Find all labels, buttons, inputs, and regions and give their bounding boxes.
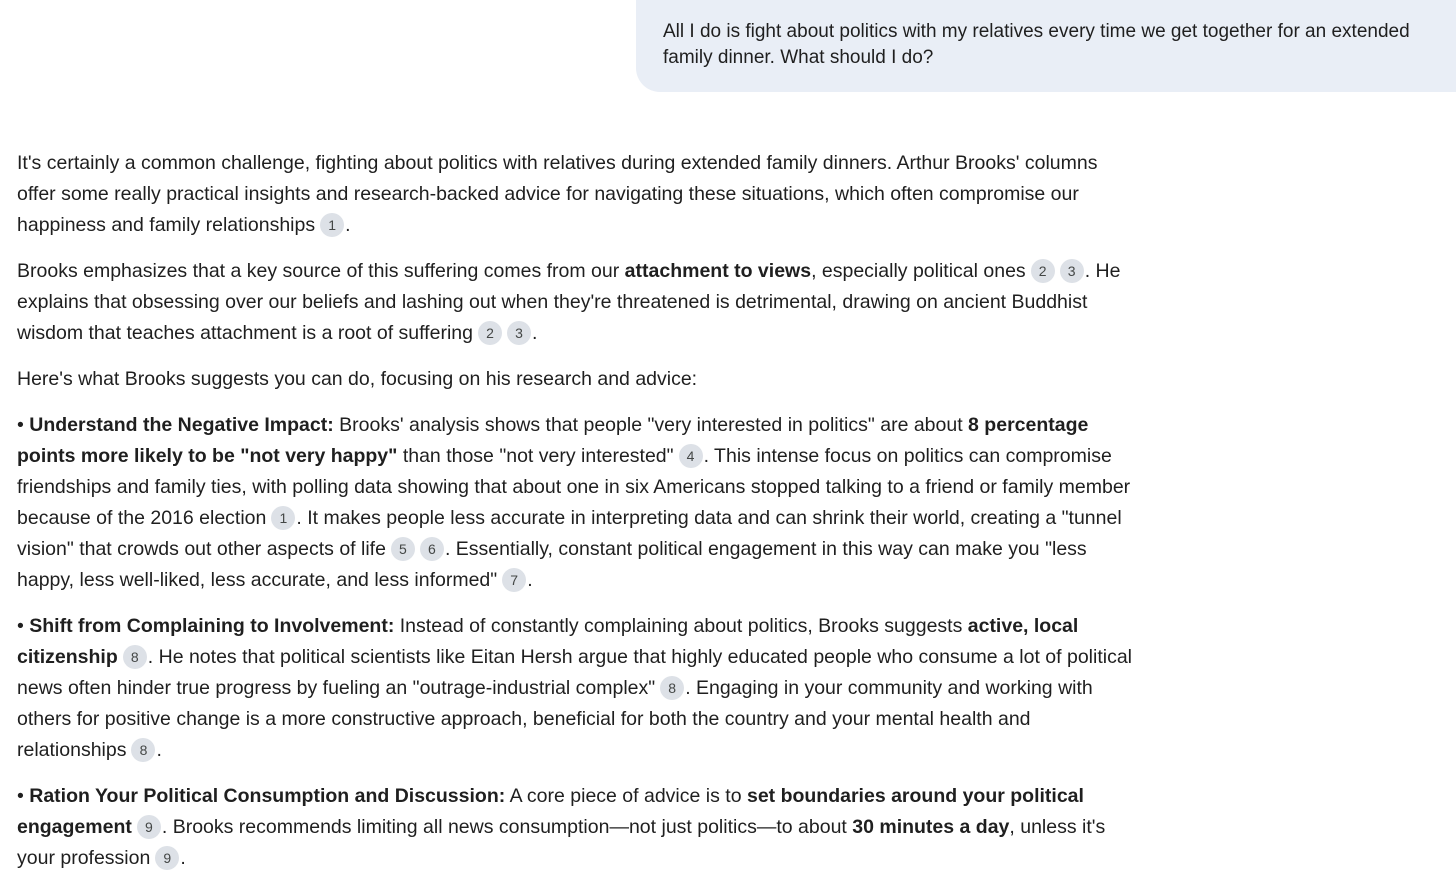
bold-text: 30 minutes a day <box>852 816 1010 838</box>
paragraph-text: . <box>156 739 162 761</box>
citation-chip[interactable]: 6 <box>420 537 444 561</box>
paragraph-text: . Engaging in your community and working with others for positive change is a more constructive approach, beneficial for both the country and your mental health and relationships <box>17 677 1093 761</box>
citation-chip[interactable]: 8 <box>660 676 684 700</box>
paragraph-text: Here's what Brooks suggests you can do, focusing on his research and advice: <box>17 368 698 390</box>
paragraph-text: . <box>180 847 186 869</box>
response-paragraph-suggestions <box>17 364 1137 395</box>
paragraph-text: , especially political ones <box>811 260 1026 282</box>
citation-chip[interactable]: 4 <box>679 444 703 468</box>
citation-chip[interactable]: 9 <box>137 815 161 839</box>
paragraph-text: Instead of constantly complaining about politics, Brooks suggests <box>394 615 968 637</box>
citation-chip[interactable]: 8 <box>123 645 147 669</box>
citation-chip[interactable]: 8 <box>131 738 155 762</box>
paragraph-text: . <box>531 322 538 344</box>
bold-text: 8 percentage points more likely to be "not very happy" <box>17 414 1089 467</box>
bullet-negative-impact <box>17 410 1137 596</box>
bold-text: attachment to views <box>624 260 812 282</box>
paragraph-text: . <box>527 569 533 591</box>
paragraph-text: . It makes people less accurate in interpreting data and can shrink their world, creating a "tunnel vision" that crowds out other aspects of life <box>17 507 1122 560</box>
citation-chip[interactable]: 3 <box>507 321 531 345</box>
paragraph-text: . <box>345 214 351 236</box>
paragraph-text: Brooks emphasizes that a key source of this suffering comes from our <box>17 260 625 282</box>
paragraph-text: , unless it's your profession <box>17 816 1106 869</box>
bullet-ration-consumption <box>17 781 1137 874</box>
response-paragraph-intro <box>17 148 1137 241</box>
response-paragraph-attachment <box>17 256 1137 349</box>
paragraph-text: . He explains that obsessing over our beliefs and lashing out when they're threatened is detrimental, drawing on ancient Buddhist wisdom that teaches attachment is a root of suffering <box>17 260 1121 344</box>
bullet-marker: • <box>17 785 24 807</box>
paragraph-text: than those "not very interested" <box>397 445 674 467</box>
citation-chip[interactable]: 7 <box>502 568 526 592</box>
paragraph-text: . This intense focus on politics can compromise friendships and family ties, with polling data showing that about one in six Americans stopped talking to a friend or family member because of the 2016 election <box>17 445 1131 529</box>
paragraph-text: Brooks' analysis shows that people "very interested in politics" are about <box>333 414 969 436</box>
bullet-marker: • <box>17 414 24 436</box>
bullet-heading: Ration Your Political Consumption and Discussion: <box>29 785 506 807</box>
paragraph-text: . Brooks recommends limiting all news consumption—not just politics—to about <box>161 816 853 838</box>
citation-chip[interactable]: 1 <box>320 213 344 237</box>
citation-chip[interactable]: 2 <box>1031 259 1055 283</box>
assistant-response <box>17 148 1137 889</box>
citation-chip[interactable]: 1 <box>271 506 295 530</box>
paragraph-text: . He notes that political scientists like Eitan Hersh argue that highly educated people who consume a lot of political news often hinder true progress by fueling an "outrage-industrial complex" <box>17 646 1133 699</box>
citation-chip[interactable]: 9 <box>155 846 179 870</box>
paragraph-text: A core piece of advice is to <box>505 785 747 807</box>
bullet-heading: Understand the Negative Impact: <box>29 414 334 436</box>
citation-chip[interactable]: 3 <box>1060 259 1084 283</box>
bold-text: active, local citizenship <box>17 615 1079 668</box>
bold-text: set boundaries around your political engagement <box>17 785 1084 838</box>
user-message-text: All I do is fight about politics with my relatives every time we get together for an extended family dinner. What should I do? <box>663 21 1410 68</box>
bullet-heading: Shift from Complaining to Involvement: <box>29 615 395 637</box>
bullet-marker: • <box>17 615 24 637</box>
user-message-bubble <box>636 0 1456 92</box>
citation-chip[interactable]: 2 <box>478 321 502 345</box>
bullet-shift-involvement <box>17 611 1137 766</box>
paragraph-text: It's certainly a common challenge, fighting about politics with relatives during extended family dinners. Arthur Brooks' columns offer some really practical insights and research-backed advice for navigating these situations, which often compromise our happiness and family relationships <box>17 152 1098 236</box>
paragraph-text: . Essentially, constant political engagement in this way can make you "less happy, less well-liked, less accurate, and less informed" <box>17 538 1087 591</box>
citation-chip[interactable]: 5 <box>391 537 415 561</box>
